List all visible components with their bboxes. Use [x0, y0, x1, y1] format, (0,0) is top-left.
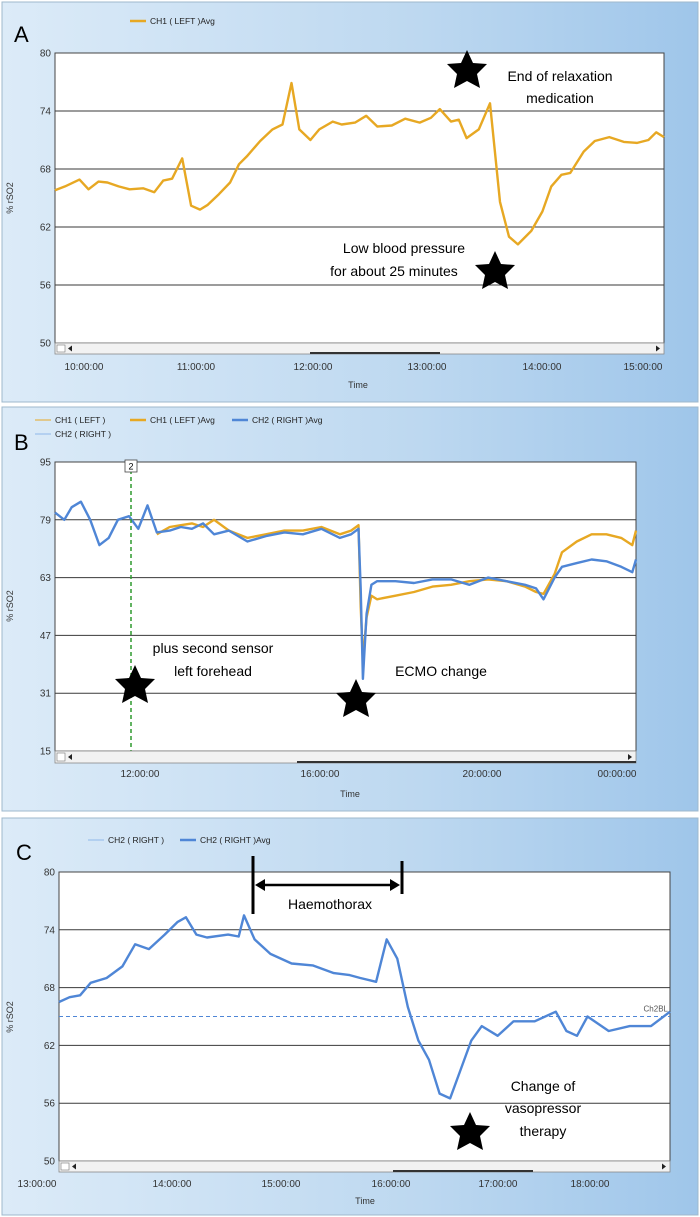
annotation-line: therapy: [519, 1123, 567, 1139]
panel-b-x-label: Time: [340, 789, 360, 799]
x-tick-label: 18:00:00: [570, 1179, 610, 1190]
x-tick-label: 14:00:00: [522, 362, 562, 373]
x-tick-label: 20:00:00: [462, 769, 502, 780]
x-tick-label: 12:00:00: [293, 362, 333, 373]
x-tick-label: 11:00:00: [176, 362, 216, 373]
panel-b-annotation-ecmo: [395, 663, 487, 679]
y-tick-label: 15: [39, 746, 51, 758]
scroll-thumb[interactable]: [297, 761, 636, 763]
x-tick-label: 13:00:00: [17, 1179, 57, 1190]
x-tick-label: 12:00:00: [120, 769, 160, 780]
y-tick-label: 80: [39, 48, 51, 60]
zoom-icon[interactable]: [61, 1163, 69, 1170]
panel-b-y-label: % rSO2: [5, 590, 15, 622]
y-tick-label: 62: [43, 1040, 55, 1052]
y-tick-label: 50: [43, 1156, 55, 1168]
y-tick-label: 95: [39, 457, 51, 469]
panel-c-x-label: Time: [355, 1196, 375, 1206]
annotation-line: End of relaxation: [507, 68, 613, 84]
x-tick-label: 16:00:00: [371, 1179, 411, 1190]
panel-c-letter: C: [16, 840, 32, 865]
panel-c-y-label: % rSO2: [5, 1001, 15, 1033]
x-tick-label: 16:00:00: [300, 769, 340, 780]
x-tick-label: 00:00:00: [597, 769, 637, 780]
x-tick-label: 15:00:00: [623, 362, 663, 373]
y-tick-label: 68: [43, 983, 55, 995]
y-tick-label: 56: [43, 1098, 55, 1110]
y-tick-label: 47: [39, 630, 51, 642]
legend-label: CH2 ( RIGHT )Avg: [200, 835, 271, 845]
y-tick-label: 63: [39, 573, 51, 585]
annotation-line: left forehead: [174, 663, 252, 679]
panel-a-y-label: % rSO2: [5, 182, 15, 214]
legend-label: CH1 ( LEFT )Avg: [150, 16, 215, 26]
annotation-line: plus second sensor: [152, 640, 274, 656]
legend-label: CH1 ( LEFT ): [55, 415, 106, 425]
panel-a: [2, 2, 698, 402]
y-tick-label: 80: [43, 867, 55, 879]
x-tick-label: 15:00:00: [261, 1179, 301, 1190]
x-tick-label: 17:00:00: [478, 1179, 518, 1190]
panel-c-scrollbar[interactable]: [59, 1161, 670, 1172]
x-tick-label: 13:00:00: [407, 362, 447, 373]
annotation-line: for about 25 minutes: [330, 263, 458, 279]
panel-a-letter: A: [14, 22, 29, 47]
event-marker-label: 2: [128, 461, 134, 472]
x-tick-label: 14:00:00: [152, 1179, 192, 1190]
legend-label: CH2 ( RIGHT ): [108, 835, 165, 845]
panel-a-scrollbar[interactable]: [55, 343, 664, 354]
scroll-thumb[interactable]: [310, 352, 440, 354]
x-tick-label: 10:00:00: [64, 362, 104, 373]
y-tick-label: 62: [39, 222, 51, 234]
scroll-thumb[interactable]: [393, 1170, 533, 1172]
legend-label: CH1 ( LEFT )Avg: [150, 415, 215, 425]
legend-label: CH2 ( RIGHT )Avg: [252, 415, 323, 425]
panel-b: [2, 407, 698, 811]
zoom-icon[interactable]: [57, 345, 65, 352]
y-tick-label: 79: [39, 515, 51, 527]
panel-c: [2, 818, 698, 1215]
y-tick-label: 50: [39, 338, 51, 350]
zoom-icon[interactable]: [57, 753, 65, 761]
y-tick-label: 74: [39, 106, 51, 118]
y-tick-label: 56: [39, 280, 51, 292]
panel-b-scrollbar[interactable]: [55, 751, 636, 763]
panel-a-x-label: Time: [348, 380, 368, 390]
annotation-line: ECMO change: [395, 663, 487, 679]
baseline-label: Ch2BL: [643, 1004, 668, 1014]
legend-label: CH2 ( RIGHT ): [55, 429, 112, 439]
panel-b-letter: B: [14, 430, 29, 455]
annotation-line: Change of: [510, 1078, 576, 1094]
annotation-line: vasopressor: [504, 1100, 582, 1116]
y-tick-label: 74: [43, 925, 55, 937]
annotation-line: medication: [526, 90, 594, 106]
y-tick-label: 68: [39, 164, 51, 176]
annotation-line: Low blood pressure: [342, 240, 466, 256]
annotation-line: Haemothorax: [287, 896, 373, 912]
y-tick-label: 31: [39, 688, 51, 700]
